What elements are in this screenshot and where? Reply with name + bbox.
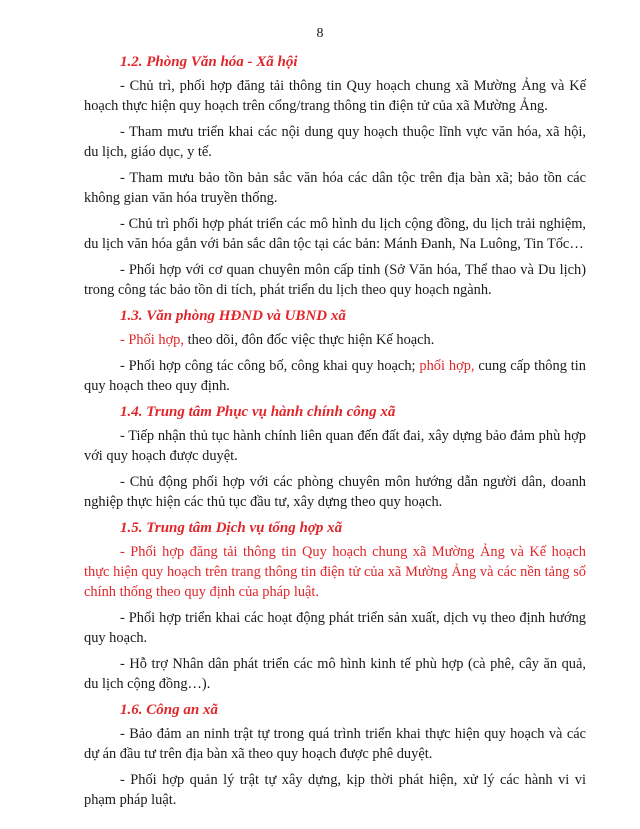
paragraph: - Hỗ trợ Nhân dân phát triển các mô hình kinh tế phù hợp (cà phê, cây ăn quả, du lịch cộng đồng…). xyxy=(84,656,586,692)
highlighted-paragraph: - Phối hợp đăng tải thông tin Quy hoạch chung xã Mường Ảng và Kế hoạch thực hiện quy hoạch trên trang thông tin điện tử của xã Mường Ảng và các nền tảng số chính thống theo quy định của pháp luật. xyxy=(84,544,586,600)
highlighted-text: phối hợp, xyxy=(415,358,475,374)
paragraph: - Phối hợp triển khai các hoạt động phát triển sản xuất, dịch vụ theo định hướng quy hoạch. xyxy=(84,610,586,646)
paragraph: - Tham mưu bảo tồn bản sắc văn hóa các dân tộc trên địa bàn xã; bảo tồn các không gian văn hóa truyền thống. xyxy=(84,170,586,206)
paragraph: - Chủ trì phối hợp phát triển các mô hình du lịch cộng đồng, du lịch trải nghiệm, du lịch văn hóa gắn với bản sắc dân tộc tại các bản: Mánh Đanh, Na Luông, Tin Tốc… xyxy=(84,216,586,252)
page-number: 8 xyxy=(316,26,324,41)
section-title-van-hoa-xa-hoi: 1.2. Phòng Văn hóa - Xã hội xyxy=(120,54,298,70)
paragraph: - Tiếp nhận thủ tục hành chính liên quan đến đất đai, xây dựng bảo đảm phù hợp với quy hoạch được duyệt. xyxy=(84,428,586,464)
paragraph-text: cung cấp thông tin quy hoạch theo quy định. xyxy=(84,358,586,394)
paragraph-text: theo dõi, đôn đốc việc thực hiện Kế hoạch. xyxy=(183,332,435,348)
section-title-cong-an-xa: 1.6. Công an xã xyxy=(120,702,218,718)
section-title-dich-vu-tong-hop: 1.5. Trung tâm Dịch vụ tổng hợp xã xyxy=(120,520,343,536)
paragraph-text: - Phối hợp công tác công bố, công khai quy hoạch; xyxy=(120,358,416,374)
paragraph: - Tham mưu triển khai các nội dung quy hoạch thuộc lĩnh vực văn hóa, xã hội, du lịch, giáo dục, y tế. xyxy=(84,124,586,160)
paragraph: - Chủ động phối hợp với các phòng chuyên môn hướng dẫn người dân, doanh nghiệp thực hiện các thủ tục đầu tư, xây dựng theo quy hoạch. xyxy=(84,474,586,510)
section-title-phuc-vu-hanh-chinh-cong: 1.4. Trung tâm Phục vụ hành chính công xã xyxy=(120,404,396,420)
paragraph: - Phối hợp quản lý trật tự xây dựng, kịp thời phát hiện, xử lý các hành vi vi phạm pháp luật. xyxy=(84,772,586,808)
paragraph: - Phối hợp với cơ quan chuyên môn cấp tỉnh (Sở Văn hóa, Thể thao và Du lịch) trong công tác bảo tồn di tích, phát triển du lịch theo quy hoạch ngành. xyxy=(84,262,586,298)
highlighted-text: - Phối hợp, xyxy=(120,332,184,348)
section-title-van-phong-hdnd-ubnd: 1.3. Văn phòng HĐND và UBND xã xyxy=(120,308,346,324)
paragraph: - Bảo đảm an ninh trật tự trong quá trình triển khai thực hiện quy hoạch và các dự án đầu tư trên địa bàn xã theo quy hoạch được phê duyệt. xyxy=(84,726,586,762)
paragraph xyxy=(84,356,586,396)
paragraph: - Chủ trì, phối hợp đăng tải thông tin Quy hoạch chung xã Mường Ảng và Kế hoạch thực hiện quy hoạch trên cổng/trang thông tin điện tử của xã Mường Ảng. xyxy=(84,78,586,114)
paragraph xyxy=(84,330,586,350)
